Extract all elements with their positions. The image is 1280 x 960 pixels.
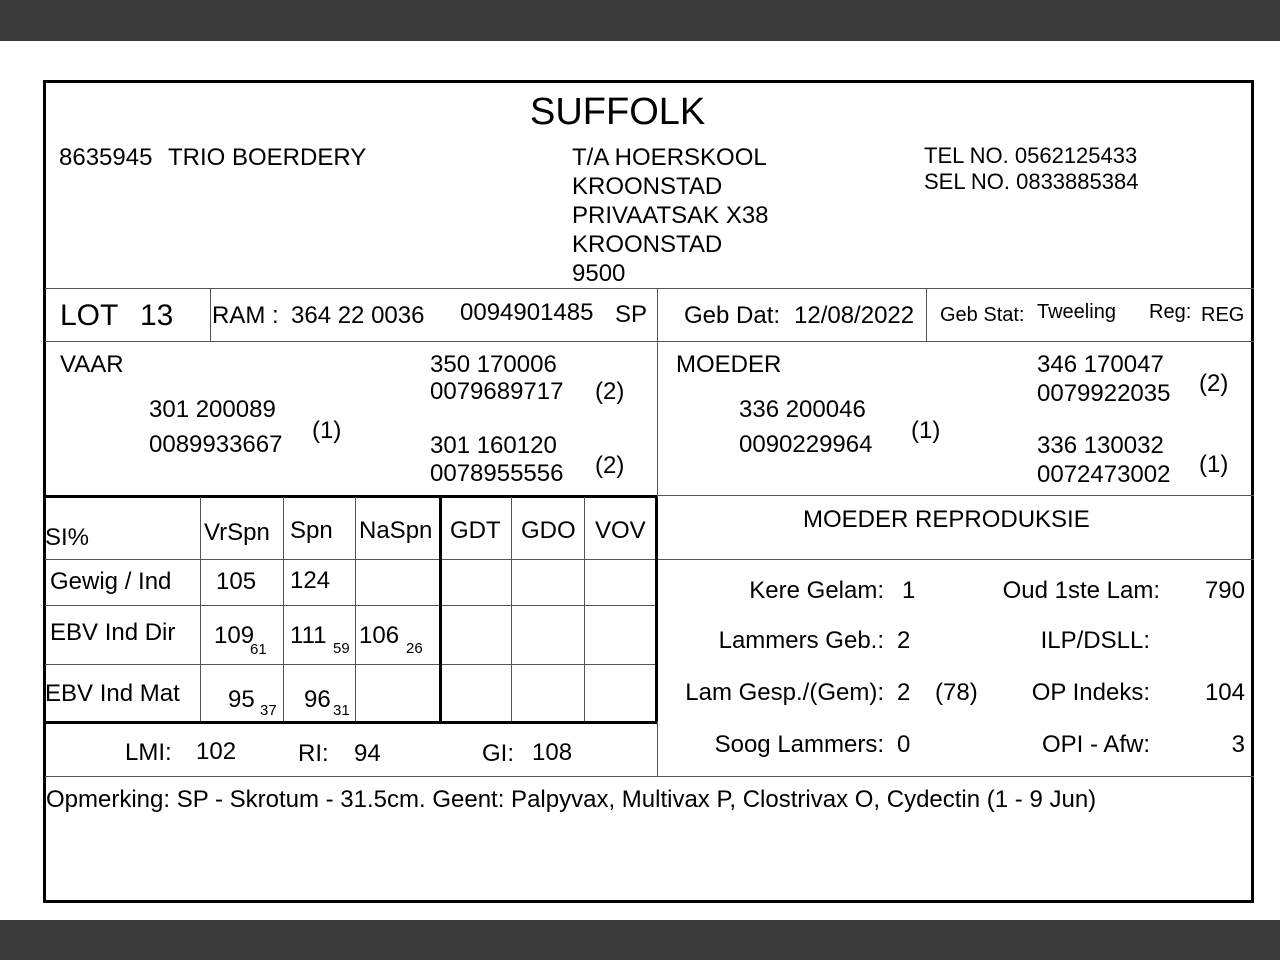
- divider-pedigree-right: [657, 495, 1254, 496]
- table-cell-sub: 37: [260, 702, 277, 719]
- divider-col7: [655, 497, 658, 721]
- soog-lammers-value: 0: [897, 731, 911, 758]
- lmi-label: LMI:: [125, 739, 172, 766]
- table-cell: 111: [290, 622, 327, 649]
- table-cell: 124: [290, 567, 331, 594]
- divider-lot-ram: [210, 288, 211, 341]
- address-line: KROONSTAD: [572, 231, 723, 258]
- dam-dam-code: 0072473002: [1037, 461, 1171, 488]
- sire-id: 301 200089: [149, 396, 276, 423]
- divider-col4: [439, 497, 442, 721]
- gi-label: GI:: [482, 740, 515, 767]
- opi-afw-value: 3: [1231, 731, 1245, 758]
- sire-dam-code: 0078955556: [430, 460, 564, 487]
- sire-sire-grade: (2): [595, 378, 625, 405]
- table-cell-sub: 26: [406, 640, 423, 657]
- dam-dam-grade: (1): [1199, 451, 1229, 478]
- sire-dam-id: 301 160120: [430, 432, 557, 459]
- top-bar: [0, 0, 1280, 41]
- row-label: EBV Ind Mat: [45, 680, 180, 707]
- owner-name: TRIO BOERDERY: [168, 144, 367, 171]
- dam-sire-code: 0079922035: [1037, 380, 1171, 407]
- divider-lot: [45, 341, 1254, 342]
- dam-sire-id: 346 170047: [1037, 351, 1164, 378]
- divider-table-bottom: [43, 721, 658, 724]
- kere-gelam-label: Kere Gelam:: [749, 577, 884, 604]
- lammers-geb-label: Lammers Geb.:: [718, 627, 884, 654]
- address-line: KROONSTAD: [572, 173, 723, 200]
- column-header: Spn: [290, 517, 333, 544]
- table-cell-sub: 61: [250, 641, 267, 658]
- soog-lammers-label: Soog Lammers:: [714, 731, 884, 758]
- lot-number: 13: [140, 299, 174, 332]
- ram-id: 364 22 0036: [291, 302, 425, 329]
- divider-index: [45, 776, 1254, 777]
- lot-label: LOT: [60, 299, 119, 332]
- lam-gesp-average: (78): [935, 679, 978, 706]
- sire-dam-grade: (2): [595, 452, 625, 479]
- opi-afw-label: OPI - Afw:: [1041, 731, 1150, 758]
- sel-number: SEL NO. 0833885384: [924, 169, 1139, 194]
- divider-row2: [45, 664, 657, 665]
- sire-grade: (1): [312, 417, 342, 444]
- column-header: VOV: [595, 517, 646, 544]
- dam-label: MOEDER: [676, 351, 782, 378]
- dam-grade: (1): [911, 417, 941, 444]
- oud-eerste-lam-label: Oud 1ste Lam:: [1002, 577, 1160, 604]
- lammers-geb-value: 2: [897, 627, 911, 654]
- sire-sire-id: 350 170006: [430, 351, 557, 378]
- table-cell: 96: [304, 686, 331, 713]
- divider-birth: [926, 288, 927, 341]
- address-line: PRIVAATSAK X38: [572, 202, 769, 229]
- birth-date: 12/08/2022: [794, 302, 915, 329]
- column-header: GDT: [450, 517, 501, 544]
- ri-value: 94: [354, 740, 381, 767]
- row-label: Gewig / Ind: [50, 568, 172, 595]
- column-header: GDO: [521, 517, 576, 544]
- divider-col6: [584, 497, 585, 721]
- dam-code: 0090229964: [739, 431, 873, 458]
- divider-table-top: [43, 495, 658, 498]
- breed-title: SUFFOLK: [530, 91, 706, 133]
- ilp-dsll-label: ILP/DSLL:: [1040, 627, 1150, 654]
- sire-label: VAAR: [60, 351, 124, 378]
- lmi-value: 102: [196, 738, 237, 765]
- divider-col3: [355, 497, 356, 721]
- reg-label: Reg:: [1149, 301, 1192, 323]
- tel-number: TEL NO. 0562125433: [924, 143, 1138, 168]
- divider-col2: [283, 497, 284, 721]
- divider-col5: [511, 497, 512, 721]
- gi-value: 108: [532, 739, 573, 766]
- dam-sire-grade: (2): [1199, 370, 1229, 397]
- sire-sire-code: 0079689717: [430, 378, 564, 405]
- reproduction-title: MOEDER REPRODUKSIE: [803, 506, 1090, 533]
- divider-row1: [45, 605, 657, 606]
- sire-code: 0089933667: [149, 431, 283, 458]
- birth-status: Tweeling: [1037, 301, 1116, 323]
- kere-gelam-value: 1: [902, 577, 916, 604]
- remark-text: Opmerking: SP - Skrotum - 31.5cm. Geent: Palpyvax, Multivax P, Clostrivax O, Cydectin (1 - 9 Jun): [46, 786, 1097, 813]
- divider-col1: [200, 497, 201, 721]
- lam-gesp-value: 2: [897, 679, 911, 706]
- owner-id: 8635945: [59, 144, 153, 171]
- lam-gesp-label: Lam Gesp./(Gem):: [685, 679, 884, 706]
- table-cell: 105: [216, 568, 257, 595]
- address-line: T/A HOERSKOOL: [572, 144, 767, 171]
- dam-dam-id: 336 130032: [1037, 432, 1164, 459]
- ram-label: RAM :: [212, 302, 279, 329]
- si-label: SI%: [45, 524, 90, 551]
- row-label: EBV Ind Dir: [50, 619, 176, 646]
- birth-date-label: Geb Dat:: [684, 302, 781, 329]
- dam-id: 336 200046: [739, 396, 866, 423]
- column-header: NaSpn: [359, 517, 433, 544]
- divider-header: [45, 288, 1254, 289]
- ri-label: RI:: [298, 740, 329, 767]
- op-indeks-label: OP Indeks:: [1031, 679, 1150, 706]
- birth-status-label: Geb Stat:: [940, 304, 1025, 326]
- table-cell-sub: 59: [333, 640, 350, 657]
- ram-class: SP: [615, 301, 648, 328]
- divider-table-header: [45, 559, 1254, 560]
- op-indeks-value: 104: [1204, 679, 1245, 706]
- table-cell-sub: 31: [333, 702, 350, 719]
- column-header: VrSpn: [204, 519, 270, 546]
- address-line: 9500: [572, 260, 626, 287]
- table-cell: 95: [228, 686, 255, 713]
- reg-value: REG: [1201, 304, 1245, 326]
- oud-eerste-lam-value: 790: [1204, 577, 1245, 604]
- bottom-bar: [0, 920, 1280, 960]
- ram-code: 0094901485: [460, 299, 594, 326]
- table-cell: 106: [359, 622, 400, 649]
- table-cell: 109: [214, 622, 255, 649]
